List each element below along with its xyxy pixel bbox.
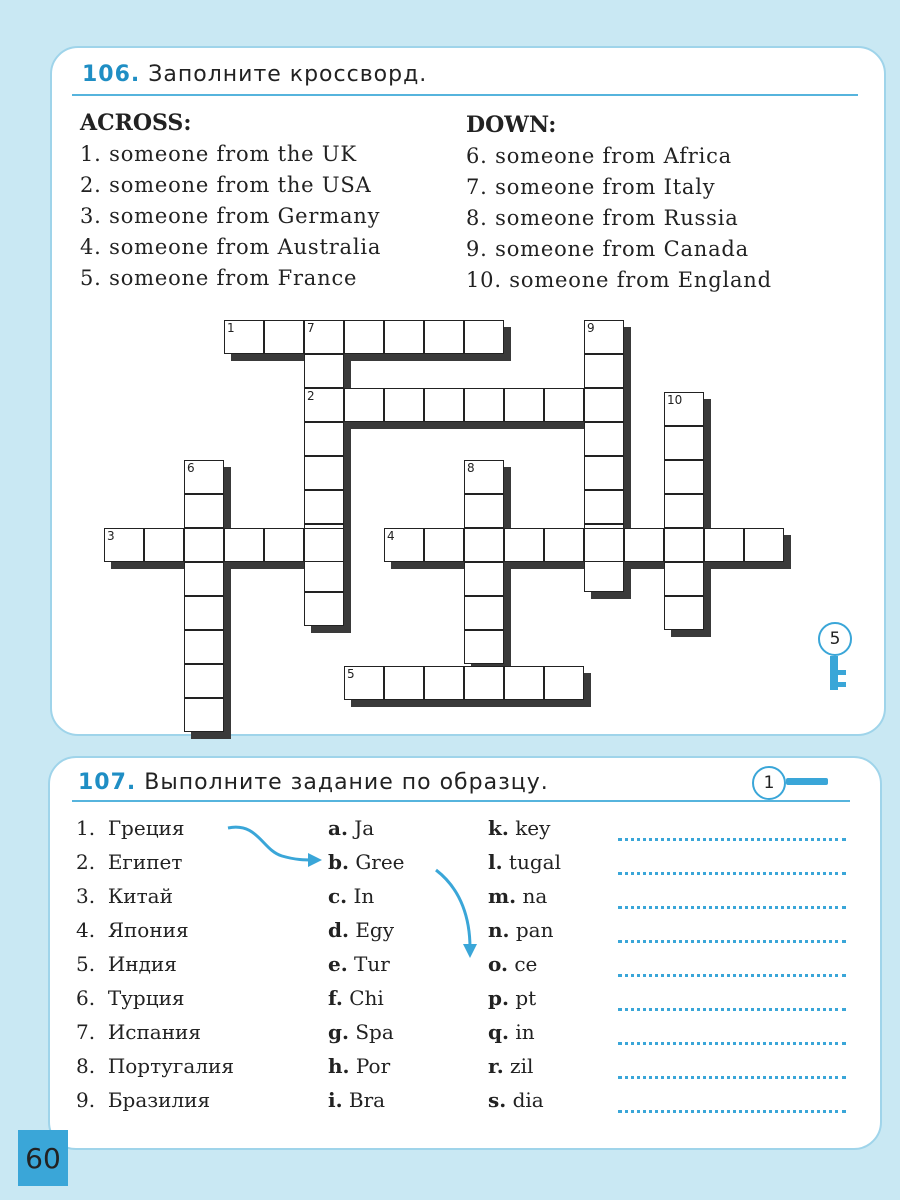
- country-name: Португалия: [107, 1054, 234, 1078]
- country-name: Китай: [107, 884, 173, 908]
- fragment: Por: [355, 1054, 391, 1078]
- fragment: ce: [514, 952, 538, 976]
- crossword-clue-number: 5: [347, 667, 355, 681]
- fragment: dia: [512, 1088, 544, 1112]
- letter: e.: [328, 952, 348, 976]
- arrow-head: [463, 944, 477, 958]
- arrow-head: [308, 853, 322, 867]
- item-number: 5.: [76, 952, 96, 976]
- fragment: In: [353, 884, 375, 908]
- across-clue: 2. someone from the USA: [80, 173, 372, 197]
- letter: g.: [328, 1020, 349, 1044]
- country-name: Япония: [107, 918, 189, 942]
- down-clue: 8. someone from Russia: [466, 206, 739, 230]
- item-number: 2.: [76, 850, 96, 874]
- item-number: 9.: [76, 1088, 96, 1112]
- letter: m.: [488, 884, 517, 908]
- country-name: Бразилия: [107, 1088, 211, 1112]
- item-number: 8.: [76, 1054, 96, 1078]
- page-number: 60: [18, 1130, 68, 1186]
- item-number: 6.: [76, 986, 96, 1010]
- letter: k.: [488, 816, 509, 840]
- country-name: Испания: [107, 1020, 201, 1044]
- letter: l.: [488, 850, 503, 874]
- country-name: Индия: [107, 952, 177, 976]
- fragment: key: [515, 816, 551, 840]
- key-icon: 5: [818, 622, 852, 656]
- letter: n.: [488, 918, 510, 942]
- key-icon: 1: [752, 766, 786, 800]
- fragment: na: [522, 884, 548, 908]
- fragment: Chi: [349, 986, 384, 1010]
- across-clue: 3. someone from Germany: [80, 204, 381, 228]
- crossword-clue-number: 8: [467, 461, 475, 475]
- exercise-107-instruction: Выполните задание по образцу.: [144, 770, 549, 795]
- fragment: in: [515, 1020, 535, 1044]
- exercise-107-number: 107.: [78, 770, 137, 795]
- fragment: pan: [515, 918, 554, 942]
- country-name: Египет: [107, 850, 183, 874]
- down-clue: 7. someone from Italy: [466, 175, 716, 199]
- fragment: Tur: [354, 952, 390, 976]
- crossword-clue-number: 9: [587, 321, 595, 335]
- across-clue: 1. someone from the UK: [80, 142, 357, 166]
- across-heading: ACROSS:: [80, 110, 192, 136]
- across-clue: 5. someone from France: [80, 266, 358, 290]
- fragment: Bra: [348, 1088, 386, 1112]
- item-number: 1.: [76, 816, 96, 840]
- fragment: tugal: [508, 850, 561, 874]
- fragment: zil: [510, 1054, 534, 1078]
- letter: o.: [488, 952, 508, 976]
- letter: h.: [328, 1054, 350, 1078]
- letter: r.: [488, 1054, 504, 1078]
- letter: p.: [488, 986, 509, 1010]
- crossword-clue-number: 6: [187, 461, 195, 475]
- fragment: pt: [515, 986, 537, 1010]
- crossword-clue-number: 3: [107, 529, 115, 543]
- letter: f.: [328, 986, 343, 1010]
- item-number: 4.: [76, 918, 96, 942]
- crossword-clue-number: 10: [667, 393, 683, 407]
- exercise-106-number: 106.: [82, 62, 141, 87]
- crossword-clue-number: 7: [307, 321, 315, 335]
- letter: b.: [328, 850, 349, 874]
- crossword-clue-number: 1: [227, 321, 235, 335]
- down-clue: 10. someone from England: [466, 268, 772, 292]
- crossword-clue-number: 2: [307, 389, 315, 403]
- down-clue: 9. someone from Canada: [466, 237, 749, 261]
- letter: a.: [328, 816, 348, 840]
- letter: d.: [328, 918, 349, 942]
- down-heading: DOWN:: [466, 112, 557, 138]
- crossword-clue-number: 4: [387, 529, 395, 543]
- item-number: 3.: [76, 884, 96, 908]
- country-name: Турция: [107, 986, 185, 1010]
- across-clue: 4. someone from Australia: [80, 235, 382, 259]
- letter: q.: [488, 1020, 509, 1044]
- fragment: Gree: [355, 850, 405, 874]
- down-clue: 6. someone from Africa: [466, 144, 733, 168]
- fragment: Egy: [355, 918, 395, 942]
- fragment: Ja: [354, 816, 375, 840]
- country-name: Греция: [107, 816, 185, 840]
- letter: s.: [488, 1088, 507, 1112]
- fragment: Spa: [355, 1020, 394, 1044]
- letter: i.: [328, 1088, 343, 1112]
- item-number: 7.: [76, 1020, 96, 1044]
- letter: c.: [328, 884, 348, 908]
- exercise-106-instruction: Заполните кроссворд.: [148, 62, 428, 87]
